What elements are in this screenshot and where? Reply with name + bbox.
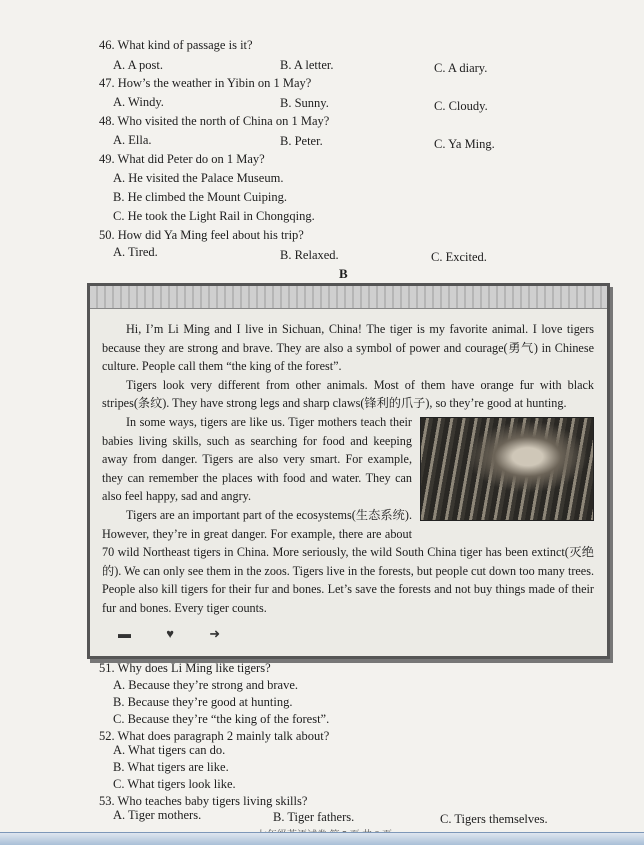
frame-decorative-header [90, 286, 607, 309]
question-48-stem: 48. Who visited the north of China on 1 May? [99, 114, 330, 128]
question-50-option-a: A. Tired. [113, 245, 158, 259]
question-53-option-b: B. Tiger fathers. [273, 810, 355, 824]
passage-paragraph-3-text: In some ways, tigers are like us. Tiger mothers teach their babies living skills, such as searching for food and keeping away from danger. Tigers are also very smart. For example, they can remember the places with food and water. They can also feel happy, sad and angry. [102, 414, 412, 504]
section-label: B [339, 266, 348, 281]
question-47-option-c: C. Cloudy. [434, 99, 488, 113]
question-48-option-b: B. Peter. [280, 134, 323, 148]
question-46-stem: 46. What kind of passage is it? [99, 38, 253, 52]
tiger-photo [420, 417, 594, 521]
window-bottom-bar [0, 832, 644, 845]
question-51-option-a: A. Because they’re strong and brave. [113, 678, 298, 692]
question-50-option-c: C. Excited. [431, 250, 487, 264]
question-53-option-a: A. Tiger mothers. [113, 808, 202, 822]
question-49-option-a: A. He visited the Palace Museum. [113, 171, 284, 185]
question-49-option-b: B. He climbed the Mount Cuiping. [113, 190, 287, 204]
question-46-option-a: A. A post. [113, 58, 164, 72]
reading-passage-frame [87, 283, 610, 659]
passage-paragraph-3 [102, 413, 594, 506]
passage-paragraph-1: Hi, I’m Li Ming and I live in Sichuan, China! The tiger is my favorite animal. I love tigers because they are strong and brave. They are also a symbol of power and courage(勇气) in Chinese culture. People call them “the king of the forest”. [102, 322, 594, 374]
question-51-stem: 51. Why does Li Ming like tigers? [99, 661, 271, 675]
question-47-stem: 47. How’s the weather in Yibin on 1 May? [99, 76, 312, 90]
passage-paragraph-2: Tigers look very different from other animals. Most of them have orange fur with black stripes(条纹). They have strong legs and sharp claws(锋利的爪子), so they’re good at hunting. [102, 377, 594, 411]
question-46-option-c: C. A diary. [434, 61, 488, 75]
question-46-option-b: B. A letter. [280, 58, 334, 72]
question-52-option-b: B. What tigers are like. [113, 760, 229, 774]
question-47-option-a: A. Windy. [113, 95, 164, 109]
passage-decoration-icons: ▬ ♥ ➜ [118, 626, 237, 641]
question-52-option-a: A. What tigers can do. [113, 743, 226, 757]
question-50-stem: 50. How did Ya Ming feel about his trip? [99, 228, 304, 242]
passage-paragraph-4: Tigers are an important part of the ecosystems(生态系统). However, they’re in great danger. For example, there are about 70 wild Northeast tigers in China. More seriously, the wild South China tiger has been extinct(灭绝的). We can only see them in the zoos. Tigers live in the forests, but people cut down too many trees. People also kill tigers for their fur and bones. Let’s save the forests and not buy things made of their fur and bones. Every tiger counts. [102, 507, 594, 615]
question-51-option-c: C. Because they’re “the king of the forest”. [113, 712, 330, 726]
question-53-option-c: C. Tigers themselves. [440, 812, 548, 826]
question-53-stem: 53. Who teaches baby tigers living skills? [99, 794, 308, 808]
question-51-option-b: B. Because they’re good at hunting. [113, 695, 293, 709]
question-49-stem: 49. What did Peter do on 1 May? [99, 152, 265, 166]
question-47-option-b: B. Sunny. [280, 96, 329, 110]
question-52-stem: 52. What does paragraph 2 mainly talk about? [99, 729, 330, 743]
question-52-option-c: C. What tigers look like. [113, 777, 236, 791]
question-50-option-b: B. Relaxed. [280, 248, 339, 262]
reading-passage [102, 320, 594, 618]
question-48-option-a: A. Ella. [113, 133, 152, 147]
question-49-option-c: C. He took the Light Rail in Chongqing. [113, 209, 315, 223]
question-48-option-c: C. Ya Ming. [434, 137, 495, 151]
